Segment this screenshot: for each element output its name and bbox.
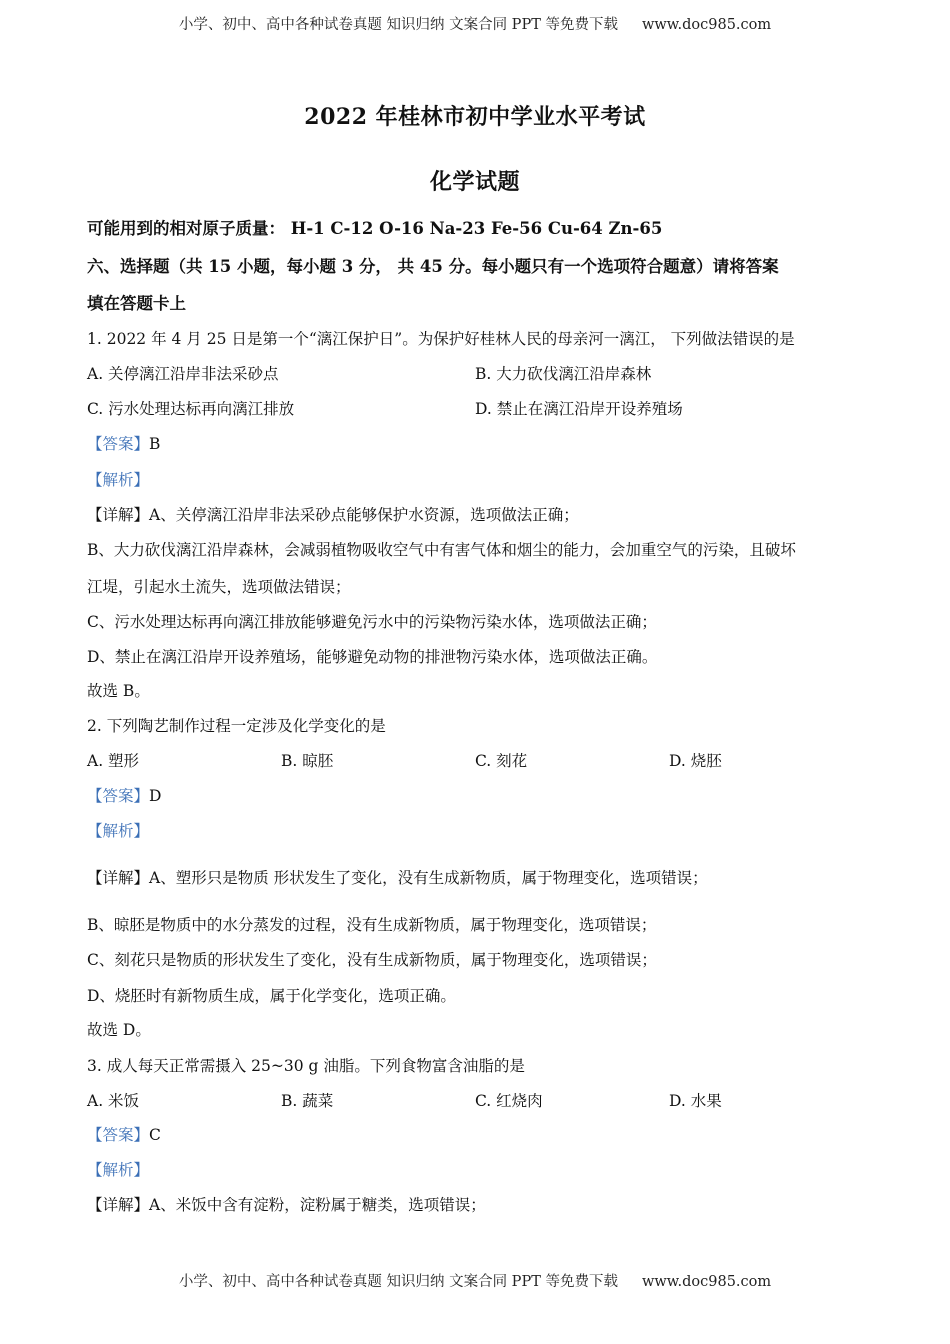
q1-option-d: D. 禁止在漓江沿岸开设养殖场 — [475, 400, 683, 418]
q2-stem: 2. 下列陶艺制作过程一定涉及化学变化的是 — [87, 717, 386, 735]
q1-detail-line: B、大力砍伐漓江沿岸森林，会减弱植物吸收空气中有害气体和烟尘的能力，会加重空气的污染，且破坏 — [87, 541, 796, 559]
q1-detail-line: 江堤，引起水土流失，选项做法错误； — [87, 578, 351, 596]
page-footer — [0, 1270, 950, 1291]
q2-detail-line: B、晾胚是物质中的水分蒸发的过程，没有生成新物质，属于物理变化，选项错误； — [87, 916, 657, 934]
atomic-masses: 可能用到的相对原子质量： H-1 C-12 O-16 Na-23 Fe-56 Cu-64 Zn-65 — [87, 219, 663, 238]
analysis-tag: 【解析】 — [87, 471, 150, 489]
q1-detail-text: A、关停漓江沿岸非法采砂点能够保护水资源，选项做法正确； — [149, 506, 579, 524]
q2-answer-value: D — [149, 787, 162, 805]
q1-detail-line — [87, 505, 579, 525]
q1-option-b: B. 大力砍伐漓江沿岸森林 — [475, 365, 652, 383]
q3-stem: 3. 成人每天正常需摄入 25~30 g 油脂。下列食物富含油脂的是 — [87, 1057, 525, 1075]
footer-url[interactable]: www.doc985.com — [641, 1274, 772, 1290]
q1-answer — [87, 434, 160, 454]
q1-answer-value: B — [149, 435, 161, 453]
q2-detail-line: C、刻花只是物质的形状发生了变化，没有生成新物质，属于物理变化，选项错误； — [87, 951, 657, 969]
q3-detail-line — [87, 1195, 486, 1215]
q3-analysis-tag — [87, 1160, 149, 1180]
q2-option-a: A. 塑形 — [87, 752, 140, 770]
q2-option-b: B. 晾胚 — [281, 752, 334, 770]
analysis-tag: 【解析】 — [87, 1161, 150, 1179]
exam-subtitle: 化学试题 — [429, 169, 520, 195]
exam-title: 2022 年桂林市初中学业水平考试 — [304, 104, 646, 130]
page-header — [0, 13, 950, 34]
q2-option-c: C. 刻花 — [475, 752, 528, 770]
q2-detail-line — [87, 868, 708, 888]
q2-detail-text: A、塑形只是物质 形状发生了变化，没有生成新物质，属于物理变化，选项错误； — [149, 869, 708, 887]
header-text: 小学、初中、高中各种试卷真题 知识归纳 文案合同 PPT 等免费下载 — [178, 17, 618, 33]
detail-tag: 【详解】 — [87, 506, 150, 524]
q3-answer — [87, 1125, 161, 1145]
header-url[interactable]: www.doc985.com — [641, 17, 772, 33]
q1-detail-line: D、禁止在漓江沿岸开设养殖场，能够避免动物的排泄物污染水体，选项做法正确。 — [87, 648, 658, 666]
detail-tag: 【详解】 — [87, 869, 150, 887]
q1-analysis-tag — [87, 470, 149, 490]
answer-tag: 【答案】 — [87, 435, 150, 453]
q2-analysis-tag — [87, 821, 149, 841]
q3-detail-text: A、米饭中含有淀粉，淀粉属于糖类，选项错误； — [149, 1196, 486, 1214]
q3-option-c: C. 红烧肉 — [475, 1092, 543, 1110]
q1-option-c: C. 污水处理达标再向漓江排放 — [87, 400, 295, 418]
q1-stem: 1. 2022 年 4 月 25 日是第一个“漓江保护日”。为保护好桂林人民的母亲河一漓江， 下列做法错误的是 — [87, 330, 795, 348]
q3-answer-value: C — [149, 1126, 161, 1144]
q1-detail-line: C、污水处理达标再向漓江排放能够避免污水中的污染物污染水体，选项做法正确； — [87, 613, 657, 631]
q2-option-d: D. 烧胚 — [669, 752, 722, 770]
q3-option-d: D. 水果 — [669, 1092, 722, 1110]
q3-option-b: B. 蔬菜 — [281, 1092, 334, 1110]
q2-answer — [87, 786, 161, 806]
q2-detail-line: D、烧胚时有新物质生成，属于化学变化，选项正确。 — [87, 987, 456, 1005]
footer-text: 小学、初中、高中各种试卷真题 知识归纳 文案合同 PPT 等免费下载 — [178, 1274, 618, 1290]
q3-option-a: A. 米饭 — [87, 1092, 140, 1110]
detail-tag: 【详解】 — [87, 1196, 150, 1214]
q1-conclusion: 故选 B。 — [87, 682, 150, 700]
answer-tag: 【答案】 — [87, 787, 150, 805]
q2-conclusion: 故选 D。 — [87, 1021, 151, 1039]
section-heading-line-2: 填在答题卡上 — [87, 294, 186, 313]
answer-tag: 【答案】 — [87, 1126, 150, 1144]
analysis-tag: 【解析】 — [87, 822, 150, 840]
q1-option-a: A. 关停漓江沿岸非法采砂点 — [87, 365, 279, 383]
section-heading-line-1: 六、选择题（共 15 小题，每小题 3 分， 共 45 分。每小题只有一个选项符合题意）请将答案 — [87, 257, 779, 276]
